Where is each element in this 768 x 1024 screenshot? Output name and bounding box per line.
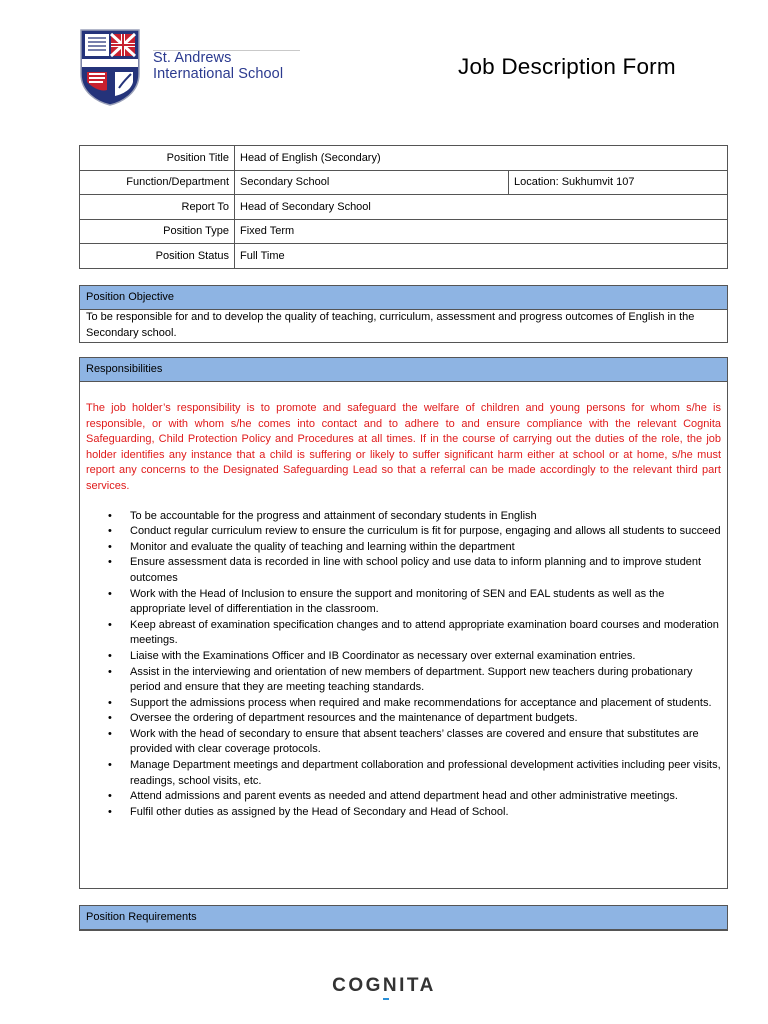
school-name-line1: St. Andrews — [153, 50, 232, 66]
bullet-icon: • — [108, 525, 112, 538]
responsibilities-body — [80, 382, 727, 822]
list-item — [108, 555, 721, 586]
position-requirements-section — [79, 905, 728, 931]
list-item — [108, 727, 721, 758]
list-item — [108, 711, 721, 727]
list-item-text: Attend admissions and parent events as needed and attend department head and other administrative meetings. — [130, 790, 678, 803]
cognita-logo: COGNITA — [332, 975, 436, 996]
document-title: Job Description Form — [458, 54, 676, 79]
list-item — [108, 587, 721, 618]
list-item — [108, 758, 721, 789]
cognita-logo-accent — [383, 998, 389, 1000]
position-status-label: Position Status — [80, 244, 235, 269]
list-item-text: Monitor and evaluate the quality of teaching and learning within the department — [130, 540, 515, 553]
bullet-icon: • — [108, 618, 112, 631]
list-item-text: Keep abreast of examination specification changes and to attend appropriate examination board courses and moderation meetings. — [130, 618, 719, 647]
position-type-value: Fixed Term — [235, 219, 728, 244]
bullet-icon: • — [108, 556, 112, 569]
safeguarding-statement: The job holder’s responsibility is to promote and safeguard the welfare of children and young persons for whom s/he is responsible, or with whom s/he comes into contact and to adhere to and ensure compliance with the relevant Cognita Safeguarding, Child Protection Policy and Procedures at all times. If in the course of carrying out the duties of the role, the job holder identifies any instance that a child is suffering or likely to suffer significant harm either at school or at home, s/he must report any concerns to the Designated Safeguarding Lead so that a referral can be made accordingly to the relevant third part services. — [86, 402, 721, 492]
list-item — [108, 524, 721, 540]
list-item-text: To be accountable for the progress and attainment of secondary students in English — [130, 509, 537, 522]
report-to-label: Report To — [80, 195, 235, 220]
list-item-text: Conduct regular curriculum review to ensure the curriculum is fit for purpose, engaging and allows all students to succeed — [130, 525, 721, 538]
list-item — [108, 696, 721, 712]
table-row — [80, 195, 728, 220]
bullet-icon: • — [108, 712, 112, 725]
bullet-icon: • — [108, 696, 112, 709]
table-row — [80, 146, 728, 171]
bullet-icon: • — [108, 587, 112, 600]
list-item-text: Work with the Head of Inclusion to ensure the support and monitoring of SEN and EAL students as well as the appropriate level of differentiation in the classroom. — [130, 587, 665, 616]
bullet-icon: • — [108, 509, 112, 522]
bullet-icon: • — [108, 805, 112, 818]
position-requirements-heading: Position Requirements — [80, 906, 727, 930]
position-title-label: Position Title — [80, 146, 235, 171]
list-item-text: Oversee the ordering of department resources and the maintenance of department budgets. — [130, 712, 578, 725]
position-objective-section — [79, 285, 728, 343]
table-row — [80, 170, 728, 195]
list-item — [108, 540, 721, 556]
list-item-text: Fulfil other duties as assigned by the Head of Secondary and Head of School. — [130, 805, 509, 818]
responsibilities-list — [86, 509, 721, 821]
bullet-icon: • — [108, 759, 112, 772]
school-name-line2: International School — [153, 66, 284, 82]
list-item — [108, 649, 721, 665]
list-item-text: Ensure assessment data is recorded in line with school policy and use data to inform planning and to improve student outcomes — [130, 556, 702, 584]
list-item — [108, 805, 721, 821]
list-item-text: Assist in the interviewing and orientation of new members of department. Support new teachers during probationary period and ensure that they are meeting teaching standards. — [130, 665, 693, 694]
position-info-table — [79, 145, 728, 269]
position-objective-text: To be responsible for and to develop the quality of teaching, curriculum, assessment and progress outcomes of English in the Secondary school. — [86, 311, 695, 339]
responsibilities-heading: Responsibilities — [80, 358, 727, 382]
department-value: Secondary School — [235, 170, 509, 195]
bullet-icon: • — [108, 727, 112, 740]
list-item-text: Work with the head of secondary to ensure that absent teachers’ classes are covered and ensure that substitutes are provided with clear coverage protocols. — [130, 727, 699, 756]
list-item-text: Liaise with the Examinations Officer and IB Coordinator as necessary over external examination entries. — [130, 649, 636, 662]
table-row — [80, 244, 728, 269]
bullet-icon: • — [108, 540, 112, 553]
list-item — [108, 509, 721, 525]
list-item-text: Support the admissions process when required and make recommendations for acceptance and placement of students. — [130, 696, 712, 709]
position-status-value: Full Time — [235, 244, 728, 269]
bullet-icon: • — [108, 649, 112, 662]
list-item — [108, 789, 721, 805]
department-label: Function/Department — [80, 170, 235, 195]
list-item — [108, 618, 721, 649]
report-to-value: Head of Secondary School — [235, 195, 728, 220]
list-item-text: Manage Department meetings and department collaboration and professional development activities including peer visits, readings, school visits, etc. — [130, 759, 721, 787]
position-type-label: Position Type — [80, 219, 235, 244]
responsibilities-section — [79, 357, 728, 889]
bullet-icon: • — [108, 790, 112, 803]
position-objective-heading: Position Objective — [80, 286, 727, 310]
position-title-value: Head of English (Secondary) — [235, 146, 728, 171]
school-name — [153, 50, 283, 82]
list-item — [108, 665, 721, 696]
school-crest-logo — [79, 28, 141, 106]
bullet-icon: • — [108, 665, 112, 678]
location-value: Location: Sukhumvit 107 — [509, 170, 728, 195]
table-row — [80, 219, 728, 244]
